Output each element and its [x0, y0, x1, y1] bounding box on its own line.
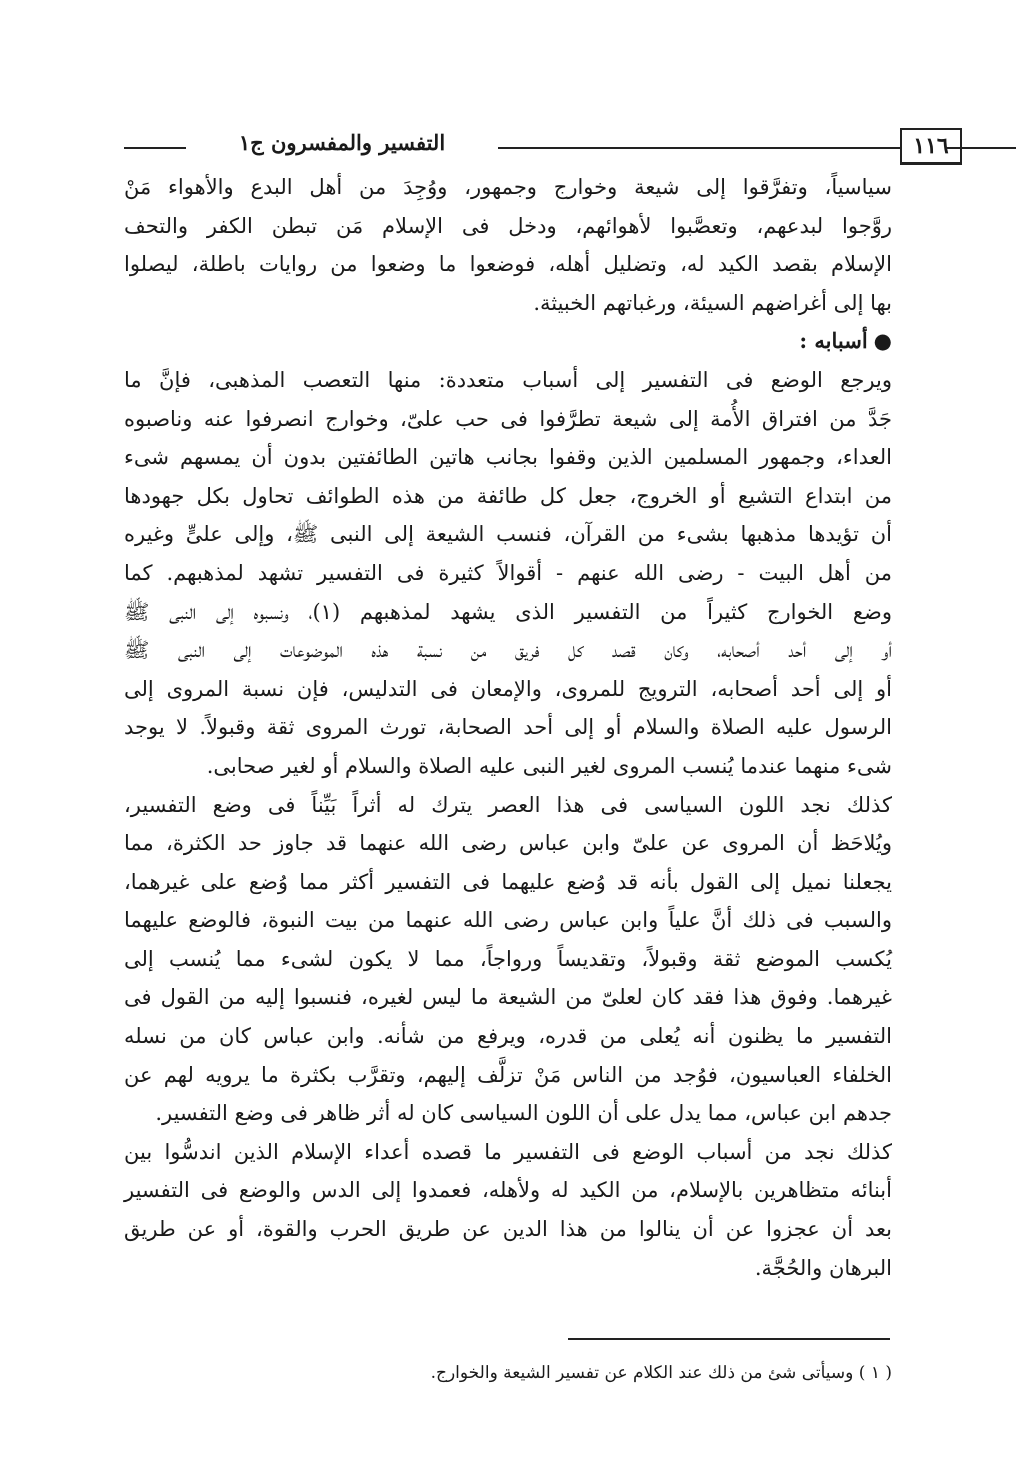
heading-label: أسبابه : — [799, 328, 868, 354]
text-line: وضع الخوارج كثيراً من التفسير الذى يشهد لمذهبهم (١)، ونسبوه إلى النبى ﷺ — [124, 599, 892, 624]
page-header — [124, 128, 949, 172]
text-line: التفسير ما يظنون أنه يُعلى من قدره، ويرفع من شأنه. وابن عباس كان من نسله — [124, 1024, 892, 1049]
text-line: أن تؤيدها مذهبها بشىء من القرآن، فنسب الشيعة إلى النبى ﷺ، وإلى علىٍّ وغيره — [124, 522, 892, 547]
text-line: من أهل البيت - رضى الله عنهم - أقوالاً كثيرة فى التفسير تشهد لمذهبهم. كما — [124, 560, 892, 585]
text-line: والسبب فى ذلك أنَّ علياً وابن عباس رضى الله عنهما من بيت النبوة، فالوضع عليهما — [124, 908, 892, 933]
text-line: كذلك نجد من أسباب الوضع فى التفسير ما قصده أعداء الإسلام الذين اندسُّوا بين — [124, 1139, 892, 1164]
text-line: جدهم ابن عباس، مما يدل على أن اللون السياسى كان له أثر ظاهر فى وضع التفسير. — [155, 1101, 892, 1126]
page-number: ١١٦ — [900, 128, 962, 165]
footnote: ( ١ ) وسيأتى شئ من ذلك عند الكلام عن تفسير الشيعة والخوارج. — [430, 1363, 892, 1383]
text-line: يجعلنا نميل إلى القول بأنه قد وُضع عليهما فى التفسير أكثر مما وُضع على غيرهما، — [124, 869, 892, 894]
text-line: ويرجع الوضع فى التفسير إلى أسباب متعددة: منها التعصب المذهبى، فإنَّ ما — [124, 367, 892, 392]
section-heading — [124, 322, 892, 361]
bullet-icon: ● — [873, 328, 892, 354]
text-line: سياسياً، وتفرَّقوا إلى شيعة وخوارج وجمهور، ووُجِدَ من أهل البدع والأهواء مَنْ — [124, 175, 892, 199]
text-line: روَّجوا لبدعهم، وتعصَّبوا لأهوائهم، ودخل فى الإسلام مَن تبطن الكفر والتحف — [124, 213, 892, 238]
text-line: أو إلى أحد أصحابه، وكان قصد كل فريق من نسبة هذه الموضوعات إلى النبى ﷺ — [124, 638, 892, 663]
text-line: جَدَّ من افتراق الأُمة إلى شيعة تطرَّفوا فى حب علىّ، وخوارج انصرفوا عنه وناصبوه — [124, 406, 892, 431]
text-line: بعد أن عجزوا عن أن ينالوا من هذا الدين عن طريق الحرب والقوة، أو عن طريق — [124, 1217, 892, 1242]
header-rule-left — [124, 147, 186, 149]
text-line: الإسلام بقصد الكيد له، وتضليل أهله، فوضعوا ما وضعوا من روايات باطلة، ليصلوا — [124, 252, 892, 277]
page-body — [124, 168, 892, 1287]
text-line: شىء منهما عندما يُنسب المروى لغير النبى عليه الصلاة والسلام أو لغير صحابى. — [206, 753, 892, 778]
footnote-divider — [568, 1338, 890, 1340]
text-line: غيرهما. وفوق هذا فقد كان لعلىّ من الشيعة ما ليس لغيره، فنسبوا إليه من القول فى — [124, 985, 892, 1010]
text-line: ويُلاحَظ أن المروى عن علىّ وابن عباس رضى الله عنهما قد جاوز حد الكثرة، مما — [124, 831, 892, 856]
header-rule-middle — [498, 147, 902, 149]
text-line: أبنائه متظاهرين بالإسلام، من الكيد له ولأهله، فعمدوا إلى الدس والوضع فى التفسير — [124, 1178, 892, 1203]
text-line: يُكسب الموضع ثقة وقبولاً، وتقديساً ورواجاً، مما لا يكون لشىء مما يُنسب إلى — [124, 946, 892, 971]
text-line: أو إلى أحد أصحابه، الترويج للمروى، والإمعان فى التدليس، فإن نسبة المروى إلى — [124, 676, 892, 701]
text-line: بها إلى أغراضهم السيئة، ورغباتهم الخبيثة. — [533, 290, 892, 315]
running-title: التفسير والمفسرون ج١ — [238, 130, 446, 155]
text-line: كذلك نجد اللون السياسى فى هذا العصر يترك له أثراً بَيِّناً فى وضع التفسير، — [124, 792, 892, 817]
text-line: من ابتداع التشيع أو الخروج، جعل كل طائفة من هذه الطوائف تحاول بكل جهودها — [124, 483, 892, 508]
text-line: البرهان والحُجَّة. — [754, 1255, 892, 1280]
text-line: الخلفاء العباسيون، فوُجد من الناس مَنْ تزلَّف إليهم، وتقرَّب بكثرة ما يرويه لهم عن — [124, 1062, 892, 1087]
text-line: العداء، وجمهور المسلمين الذين وقفوا بجانب هاتين الطائفتين بدون أن يمسهم شىء — [124, 445, 892, 470]
text-line: الرسول عليه الصلاة والسلام أو إلى أحد الصحابة، تورث المروى ثقة وقبولاً. لا يوجد — [124, 715, 892, 740]
header-rule-right — [946, 147, 1016, 149]
